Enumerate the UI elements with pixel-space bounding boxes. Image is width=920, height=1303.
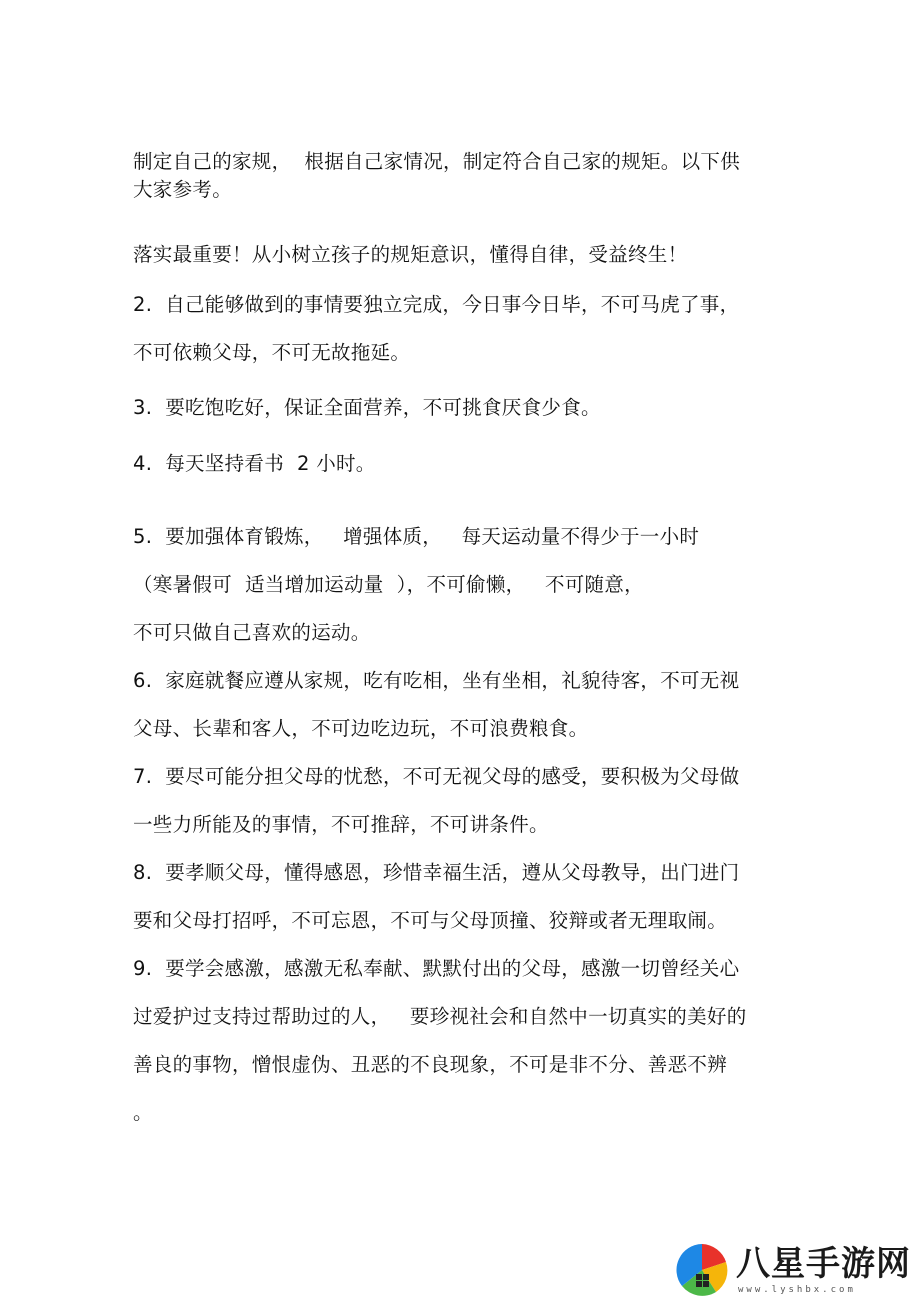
text-line: 7. 要尽可能分担父母的忧愁，不可无视父母的感受，要积极为父母做: [133, 765, 740, 788]
text-line: 善良的事物，憎恨虚伪、丑恶的不良现象，不可是非不分、善恶不辨: [133, 1053, 728, 1076]
pinwheel-logo-icon: [672, 1240, 732, 1300]
text-line: 2. 自己能够做到的事情要独立完成，今日事今日毕，不可马虎了事，: [133, 293, 740, 316]
watermark-name: 八星手游网: [736, 1244, 911, 1284]
text-line: 制定自己的家规， 根据自己家情况，制定符合自己家的规矩。以下供: [133, 150, 740, 173]
text-line: （寒暑假可 适当增加运动量 ），不可偷懒， 不可随意，: [133, 573, 644, 596]
text-line: 不可只做自己喜欢的运动。: [133, 621, 371, 644]
text-line: 9. 要学会感激，感激无私奉献、默默付出的父母，感激一切曾经关心: [133, 957, 740, 980]
text-line: 8. 要孝顺父母，懂得感恩，珍惜幸福生活，遵从父母教导，出门进门: [133, 861, 740, 884]
watermark-url: www.lyshbx.com: [738, 1285, 856, 1295]
text-line: 3. 要吃饱吃好，保证全面营养，不可挑食厌食少食。: [133, 396, 601, 419]
text-line: 不可依赖父母，不可无故拖延。: [133, 341, 411, 364]
text-line: 。: [133, 1101, 153, 1124]
text-line: 6. 家庭就餐应遵从家规，吃有吃相，坐有坐相，礼貌待客，不可无视: [133, 669, 740, 692]
text-line: 过爱护过支持过帮助过的人， 要珍视社会和自然中一切真实的美好的: [133, 1005, 747, 1028]
text-line: 4. 每天坚持看书 2 小时。: [133, 452, 376, 475]
text-line: 父母、长辈和客人，不可边吃边玩，不可浪费粮食。: [133, 717, 589, 740]
text-line: 落实最重要！从小树立孩子的规矩意识，懂得自律，受益终生！: [133, 243, 688, 266]
watermark-logo: [672, 1240, 912, 1300]
text-line: 大家参考。: [133, 178, 233, 201]
text-line: 要和父母打招呼，不可忘恩，不可与父母顶撞、狡辩或者无理取闹。: [133, 909, 728, 932]
text-line: 一些力所能及的事情，不可推辞，不可讲条件。: [133, 813, 549, 836]
text-line: 5. 要加强体育锻炼， 增强体质， 每天运动量不得少于一小时: [133, 525, 700, 548]
